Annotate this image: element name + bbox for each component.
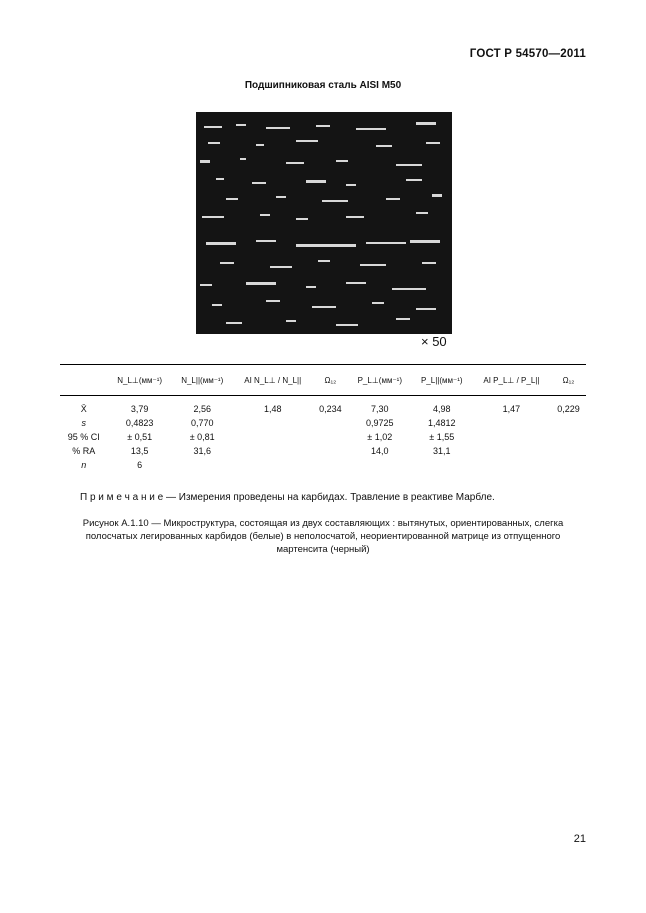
- table-cell: 0,4823: [125, 418, 154, 428]
- header-cell: N_L⊥(мм⁻¹): [117, 375, 163, 385]
- row-label: n: [81, 460, 87, 470]
- table-cell: [551, 458, 586, 472]
- header-cell: [60, 365, 107, 396]
- table-cell: 7,30: [371, 404, 389, 414]
- table-cell: 0,234: [319, 404, 342, 414]
- table-cell: [313, 430, 348, 444]
- magnification-label: × 50: [421, 334, 447, 349]
- header-cell: Ω₁₂: [324, 375, 337, 385]
- table-cell: 31,6: [193, 446, 211, 456]
- table-cell: 0,9725: [366, 418, 394, 428]
- table-row: [60, 458, 586, 472]
- measurements-table: [60, 364, 586, 472]
- table-cell: 31,1: [433, 446, 451, 456]
- table-header-row: [60, 365, 586, 396]
- table-cell: ± 0,51: [127, 432, 153, 442]
- table-cell: 0,229: [557, 404, 580, 414]
- header-cell: N_L||(мм⁻¹): [181, 375, 224, 385]
- table-cell: 0,770: [190, 418, 214, 428]
- table-cell: [313, 444, 348, 458]
- table-cell: [551, 444, 586, 458]
- table-cell: 1,47: [502, 404, 521, 414]
- row-label: % RA: [72, 446, 96, 456]
- row-label: s: [81, 418, 86, 428]
- table-cell: [412, 458, 472, 472]
- table-cell: [233, 416, 313, 430]
- table-cell: 1,4812: [428, 418, 456, 428]
- table-cell: [313, 416, 348, 430]
- row-label: 95 % CI: [67, 432, 100, 442]
- micrograph-image: [196, 112, 452, 334]
- table-row: [60, 444, 586, 458]
- table-cell: [313, 458, 348, 472]
- table-cell: [472, 444, 551, 458]
- table-cell: [233, 444, 313, 458]
- measurements-table-container: [60, 364, 586, 472]
- table-cell: 14,0: [371, 446, 389, 456]
- carbide-streaks: [196, 112, 452, 334]
- document-id: ГОСТ Р 54570—2011: [469, 48, 586, 60]
- table-cell: ± 0,81: [189, 432, 215, 442]
- page-number: 21: [573, 833, 586, 845]
- figure-caption: Рисунок А.1.10 — Микроструктура, состоящая из двух составляющих : вытянутых, ориентированных, слегка полосчатых легированных карбидов (белые) в неполосчатой, неориентированной матрице из отпущенного мартенсита (черный): [82, 518, 564, 555]
- table-cell: 6: [137, 460, 143, 470]
- table-cell: [551, 430, 586, 444]
- table-cell: [233, 430, 313, 444]
- header-cell: AI N_L⊥ / N_L||: [244, 375, 302, 385]
- table-cell: [472, 416, 551, 430]
- table-cell: [233, 458, 313, 472]
- table-cell: 2,56: [193, 404, 211, 414]
- table-cell: 1,48: [263, 404, 282, 414]
- header-cell: AI P_L⊥ / P_L||: [483, 375, 540, 385]
- table-cell: [172, 458, 233, 472]
- header-cell: P_L||(мм⁻¹): [420, 375, 463, 385]
- table-cell: ± 1,02: [367, 432, 393, 442]
- table-row: [60, 396, 586, 417]
- table-cell: 4,98: [433, 404, 451, 414]
- table-row: [60, 416, 586, 430]
- table-cell: ± 1,55: [429, 432, 455, 442]
- header-cell: P_L⊥(мм⁻¹): [357, 375, 402, 385]
- note-text: П р и м е ч а н и е — Измерения проведены на карбидах. Травление в реактиве Марбле.: [80, 492, 495, 503]
- row-label: X̄: [80, 404, 87, 414]
- table-cell: [472, 458, 551, 472]
- table-cell: [551, 416, 586, 430]
- header-cell: Ω₁₂: [562, 375, 575, 385]
- figure-title: Подшипниковая сталь AISI M50: [244, 80, 402, 91]
- table-cell: [472, 430, 551, 444]
- table-cell: 13,5: [130, 446, 149, 456]
- table-cell: [348, 458, 412, 472]
- table-cell: 3,79: [130, 404, 149, 414]
- table-row: [60, 430, 586, 444]
